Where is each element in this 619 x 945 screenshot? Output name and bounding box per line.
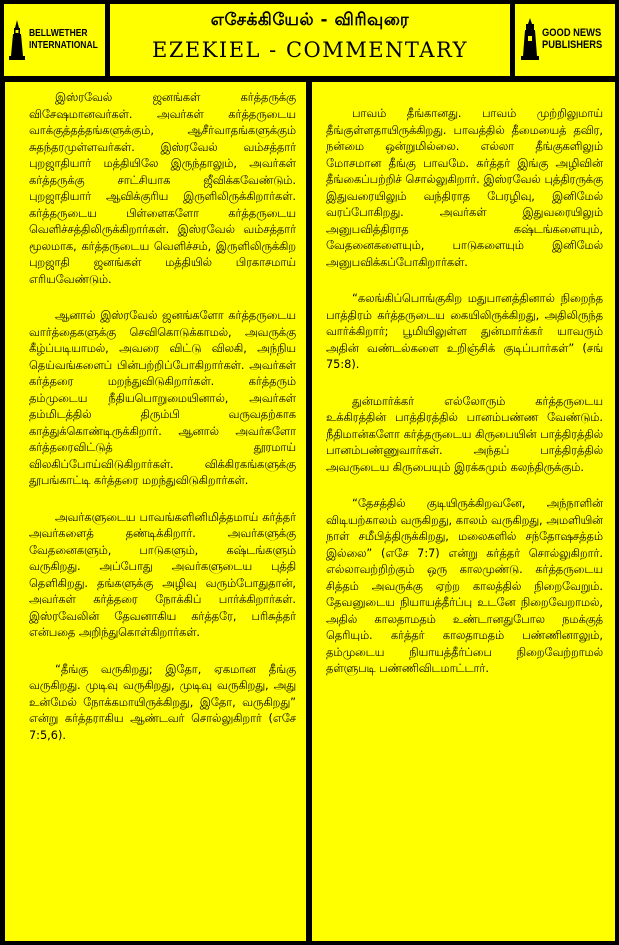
right-paragraph-4: “தேசத்தில் குடியிருக்கிறவனே, அந்நாளின் விடியற்காலம் வருகிறது, காலம் வருகிறது, அமளியின் நாள் சமீபித்திருக்கிறது, மலைகளில் சந்தோஷசத்தம் இல்லை” (எசே 7:7) என்று கர்த்தர் சொல்லுகிறார். எல்லாவற்றிற்கும் ஒரு காலமுண்டு. கர்த்தருடைய சித்தம் அவருக்கு ஏற்ற காலத்தில் நிறைவேறும். தேவனுடைய நியாயத்தீர்ப்பு உடனே நிறைவேறாமல், அதில் காலதாமதம் உண்டானதுபோல நமக்குத் தெரியும். கர்த்தர் காலதாமதம் பண்ணினாலும், தம்முடைய நியாயத்தீர்ப்பை நிறைவேற்றாமல் தள்ளுபடி பண்ணிவிடமாட்டார். (326, 497, 603, 675)
bellwether-logo (8, 20, 110, 60)
tower-icon (8, 20, 26, 60)
left-text-column (4, 81, 306, 941)
right-paragraph-3: துன்மார்க்கர் எல்லோரும் கர்த்தருடைய உக்கிரத்தின் பாத்திரத்தில் பானம்பண்ண வேண்டும். நீதிமான்களோ கர்த்தருடைய கிருபையின் பாத்திரத்தில் பானம்பண்ணுவார்கள். அந்தப் பாத்திரத்தில் அவருடைய கிருபையும் இரக்கமும் கலந்திருக்கும். (326, 394, 603, 474)
tower-icon (521, 18, 539, 60)
right-paragraph-2: “கலங்கிப்பொங்குகிற மதுபானத்தினால் நிறைந்த பாத்திரம் கர்த்தருடைய கையிலிருக்கிறது, அதிலிருந்த வார்க்கிறார்; பூமியிலுள்ள துன்மார்க்கர் யாவரும் அதின் வண்டல்களை உறிஞ்சிக் குடிப்பார்கள்” (சங் 75:8). (326, 292, 603, 371)
left-logo-line-2: INTERNATIONAL (29, 40, 98, 51)
header-left-logo-panel (4, 4, 105, 76)
right-paragraph-1: பாவம் தீங்கானது. பாவம் முற்றிலுமாய் தீங்குள்ளதாயிருக்கிறது. பாவத்தில் தீமையைத் தவிர, நன்மை ஒன்றுமில்லை. எல்லா தீங்குகளிலும் மோசமான தீங்கு பாவமே. கர்த்தர் இங்கு அழிவின் தீங்கைப்பற்றிச் சொல்லுகிறார். இஸ்ரவேல் புத்திரருக்கு இதுவரையிலும் வந்திராத பேரழிவு, இனிமேல் வரப்போகிறது. அவர்கள் இதுவரையிலும் அனுபவித்திராத கஷ்டங்களையும், வேதனைகளையும், பாடுகளையும் இனிமேல் அனுபவிக்கப்போகிறார்கள். (326, 107, 603, 269)
left-paragraph-4: “தீங்கு வருகிறது; இதோ, ஏகமான தீங்கு வருகிறது. முடிவு வருகிறது, முடிவு வருகிறது, அது உன்மேல் நோக்கமாயிருக்கிறது, இதோ, வருகிறது” என்று கர்த்தராகிய ஆண்டவர் சொல்லுகிறார் (எசே 7:5,6). (29, 662, 296, 742)
left-paragraph-1: இஸ்ரவேல் ஜனங்கள் கர்த்தருக்கு விசேஷமானவர்கள். அவர்கள் கர்த்தருடைய வாக்குத்தத்தங்களுக்கும், ஆசீர்வாதங்களுக்கும் சுதந்தரமுள்ளவர்கள். இஸ்ரவேல் வம்சத்தார் புறஜாதியார் மத்தியிலே இருந்தாலும், அவர்கள் கர்த்தருக்கு சாட்சியாக ஜீவிக்கவேண்டும். புறஜாதியார் ஆவிக்குரிய இருளிலிருக்கிறார்கள். கர்த்தருடைய பிள்ளைகளோ கர்த்தருடைய வெளிச்சத்திலிருக்கிறார்கள். இஸ்ரவேல் வம்சத்தார் மூலமாக, கர்த்தருடைய வெளிச்சம், இருளிலிருக்கிற புறஜாதி ஜனங்கள் மத்தியில் பிரகாசமாய் எரியவேண்டும். (29, 91, 296, 286)
left-paragraph-2: ஆனால் இஸ்ரவேல் ஜனங்களோ கர்த்தருடைய வார்த்தைகளுக்கு செவிகொடுக்காமல், அவருக்கு கீழ்ப்படியாமல், அவரை விட்டு விலகி, அந்நிய தெய்வங்களைப் பின்பற்றிப்போகிறார்கள். அவர்கள் கர்த்தரை மறந்துவிடுகிறார்கள். கர்த்தரும் தம்முடைய நீதியபொறுமையினால், அவர்கள் தம்மிடத்தில் திரும்பி வருவதற்காக காத்துக்கொண்டிருக்கிறார். ஆனால் அவர்களோ கர்த்தரைவிட்டுத் தூரமாய் விலகிப்போய்விடுகிறார்கள். விக்கிரகங்களுக்கு தூபங்காட்டி கர்த்தரை மறந்துவிடுகிறார்கள். (29, 309, 296, 487)
left-paragraph-3: அவர்களுடைய பாவங்களினிமித்தமாய் கர்த்தர் அவர்களைத் தண்டிக்கிறார். அவர்களுக்கு வேதனைகளும், பாடுகளும், கஷ்டங்களும் வருகிறது. அப்போது அவர்களுடைய புத்தி தெளிகிறது. தங்களுக்கு அழிவு வரும்போதுதான், அவர்கள் கர்த்தரை நோக்கிப் பார்க்கிறார்கள். இஸ்ரவேலின் தேவனாகிய கர்த்தரே, பரிசுத்தர் என்பதை அறிந்துகொள்கிறார்கள். (29, 510, 296, 639)
right-text-column (311, 81, 615, 941)
left-logo-line-1: BELLWETHER (29, 28, 88, 39)
right-logo-line-1: GOOD NEWS (542, 27, 602, 39)
good-news-logo (521, 18, 613, 60)
header-right-logo-panel (515, 4, 615, 76)
title-tamil: எசேக்கியேல் - விரிவுரை (210, 10, 410, 30)
title-english: EZEKIEL - COMMENTARY (151, 38, 468, 62)
right-logo-line-2: PUBLISHERS (542, 39, 603, 51)
header-title-panel (110, 4, 510, 76)
